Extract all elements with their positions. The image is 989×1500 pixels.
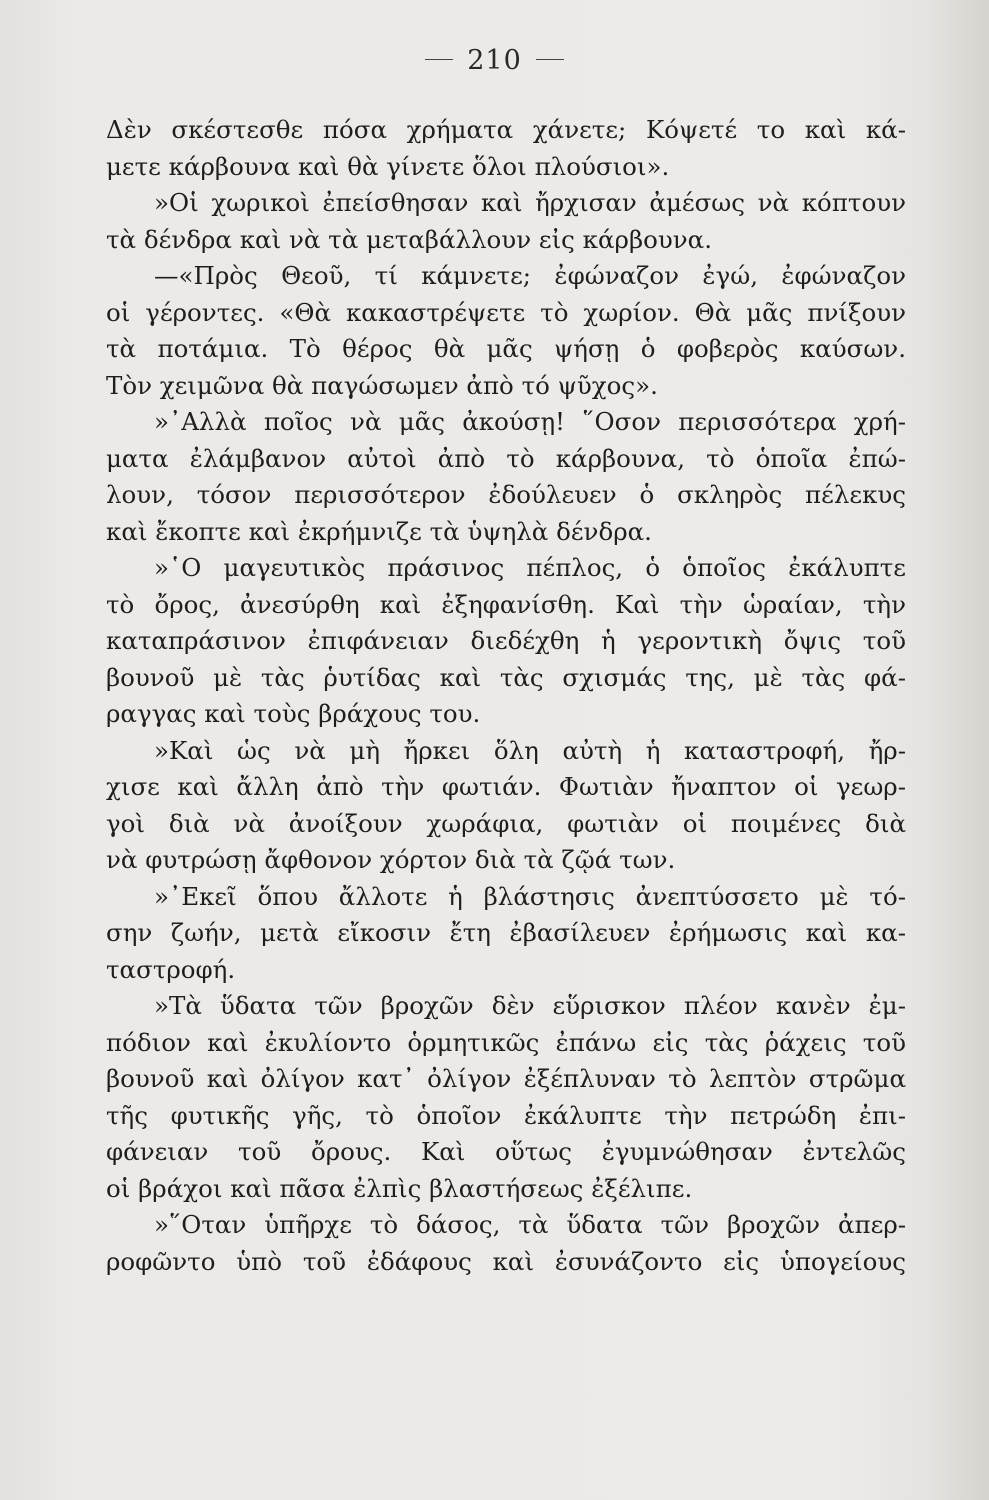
text-line: Τὸν χειμῶνα θὰ παγώσωμεν ἀπὸ τό ψῦχος». (106, 370, 658, 400)
text-line: »῾Ο μαγευτικὸς πράσινος πέπλος, ὁ ὁποῖος ἐκάλυπτε (154, 553, 906, 582)
text-line: οἱ γέροντες. «Θὰ κακαστρέψετε τὸ χωρίον. Θὰ μᾶς πνίξουν (106, 297, 906, 327)
text-line: βουνοῦ καὶ ὀλίγον κατ᾿ ὀλίγον ἐξέπλυναν τὸ λεπτὸν στρῶμα (106, 1064, 906, 1093)
text-line: ταστροφή. (106, 954, 236, 984)
text-line: τὸ ὄρος, ἀνεσύρθη καὶ ἐξηφανίσθη. Καὶ τὴν ὡραίαν, τὴν (106, 589, 906, 619)
page-edge-shadow (929, 0, 989, 1500)
text-line: »᾿Αλλὰ ποῖος νὰ μᾶς ἀκούσῃ! ῞Οσον περισσότερα χρή- (154, 407, 906, 436)
text-line: —«Πρὸς Θεοῦ, τί κάμνετε; ἐφώναζον ἐγώ, ἐφώναζον (154, 261, 906, 290)
text-line: νὰ φυτρώσῃ ἄφθονον χόρτον διὰ τὰ ζῷά των. (106, 845, 676, 874)
page-number-text: 210 (467, 45, 522, 76)
page-number (0, 45, 989, 76)
text-line: φάνειαν τοῦ ὄρους. Καὶ οὕτως ἐγυμνώθησαν ἐντελῶς (106, 1137, 906, 1166)
text-line: »᾿Εκεῖ ὅπου ἄλλοτε ἡ βλάστησις ἀνεπτύσσετο μὲ τό- (154, 881, 906, 911)
page-number-dash-right (536, 59, 564, 60)
text-line: τὰ δένδρα καὶ νὰ τὰ μεταβάλλουν εἰς κάρβουνα. (106, 224, 712, 254)
body-text (106, 112, 906, 1280)
text-line: καταπράσινον ἐπιφάνειαν διεδέχθη ἡ γεροντικὴ ὄψις τοῦ (106, 626, 906, 655)
text-line: πόδιον καὶ ἐκυλίοντο ὁρμητικῶς ἐπάνω εἰς τὰς ῥάχεις τοῦ (106, 1027, 906, 1057)
text-line: ραγγας καὶ τοὺς βράχους του. (106, 699, 481, 728)
text-line: βουνοῦ μὲ τὰς ῥυτίδας καὶ τὰς σχισμάς της, μὲ τὰς φά- (106, 662, 906, 692)
text-line: μετε κάρβουνα καὶ θὰ γίνετε ὅλοι πλούσιοι». (106, 151, 670, 181)
text-line: ματα ἐλάμβανον αὐτοὶ ἀπὸ τὸ κάρβουνα, τὸ ὁποῖα ἐπώ- (106, 443, 906, 473)
text-line: Δὲν σκέστεσθε πόσα χρήματα χάνετε; Κόψετέ το καὶ κά- (106, 115, 906, 144)
text-line: γοὶ διὰ νὰ ἀνοίξουν χωράφια, φωτιὰν οἱ ποιμένες διὰ (106, 808, 906, 838)
page-number-dash-left (425, 59, 453, 60)
text-line: τὰ ποτάμια. Τὸ θέρος θὰ μᾶς ψήσῃ ὁ φοβερὸς καύσων. (106, 334, 906, 363)
text-line: τῆς φυτικῆς γῆς, τὸ ὁποῖον ἐκάλυπτε τὴν πετρώδη ἐπι- (106, 1100, 906, 1130)
text-line: »῞Οταν ὑπῆρχε τὸ δάσος, τὰ ὕδατα τῶν βροχῶν ἀπερ- (154, 1210, 906, 1239)
text-line: σην ζωήν, μετὰ εἴκοσιν ἔτη ἐβασίλευεν ἐρήμωσις καὶ κα- (106, 918, 906, 947)
text-line: καὶ ἔκοπτε καὶ ἐκρήμνιζε τὰ ὑψηλὰ δένδρα. (106, 516, 652, 546)
text-line: »Καὶ ὡς νὰ μὴ ἤρκει ὅλη αὐτὴ ἡ καταστροφή, ἤρ- (154, 735, 906, 765)
text-line: »Οἱ χωρικοὶ ἐπείσθησαν καὶ ἤρχισαν ἀμέσως νὰ κόπτουν (154, 188, 906, 217)
text-line: »Τὰ ὕδατα τῶν βροχῶν δὲν εὕρισκον πλέον κανὲν ἐμ- (154, 991, 906, 1020)
text-line: ροφῶντο ὑπὸ τοῦ ἐδάφους καὶ ἐσυνάζοντο εἰς ὑπογείους (106, 1246, 906, 1276)
text-line: χισε καὶ ἄλλη ἀπὸ τὴν φωτιάν. Φωτιὰν ἤναπτον οἱ γεωρ- (106, 772, 906, 801)
text-line: οἱ βράχοι καὶ πᾶσα ἐλπὶς βλαστήσεως ἐξέλιπε. (106, 1173, 693, 1203)
text-line: λουν, τόσον περισσότερον ἐδούλευεν ὁ σκληρὸς πέλεκυς (106, 480, 906, 509)
